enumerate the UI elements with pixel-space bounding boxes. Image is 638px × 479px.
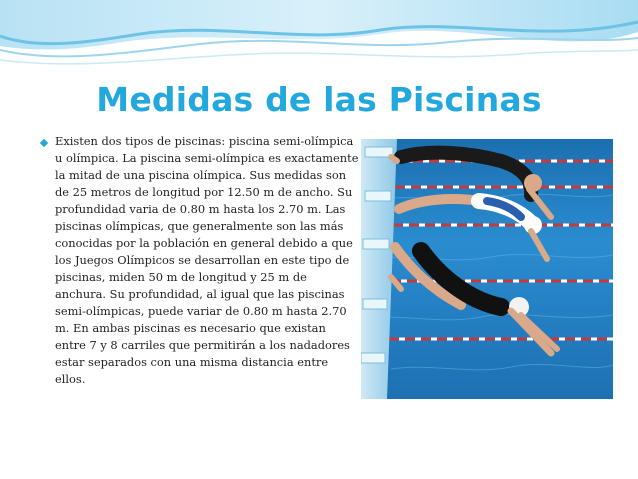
slide-title: Medidas de las Piscinas	[96, 80, 542, 119]
slide-body-text: Existen dos tipos de piscinas: piscina semi-olímpica u olímpica. La piscina semi-olímpica es exactamente la mitad de una piscina olímpica. Sus medidas son de 25 metros de longitud por 12.50 m de ancho. Su profundidad varia de 0.80 m hasta los 2.70 m. Las piscinas olímpicas, que generalmente son las más conocidas por la población en general debido a que los Juegos Olímpicos se desarrollan en este tipo de piscinas, miden 50 m de longitud y 25 m de anchura. Su profundidad, al igual que las piscinas semi-olímpicas, puede variar de 0.80 m hasta 2.70 m. En ambas piscinas es necesario que existan entre 7 y 8 carriles que permitirán a los nadadores estar separados con una misma distancia entre ellos.	[55, 134, 359, 386]
header-wave-decoration	[0, 0, 638, 80]
diamond-bullet-icon	[40, 139, 48, 147]
swimmers-diving-photo	[361, 139, 613, 399]
pool-illustration	[361, 139, 613, 399]
